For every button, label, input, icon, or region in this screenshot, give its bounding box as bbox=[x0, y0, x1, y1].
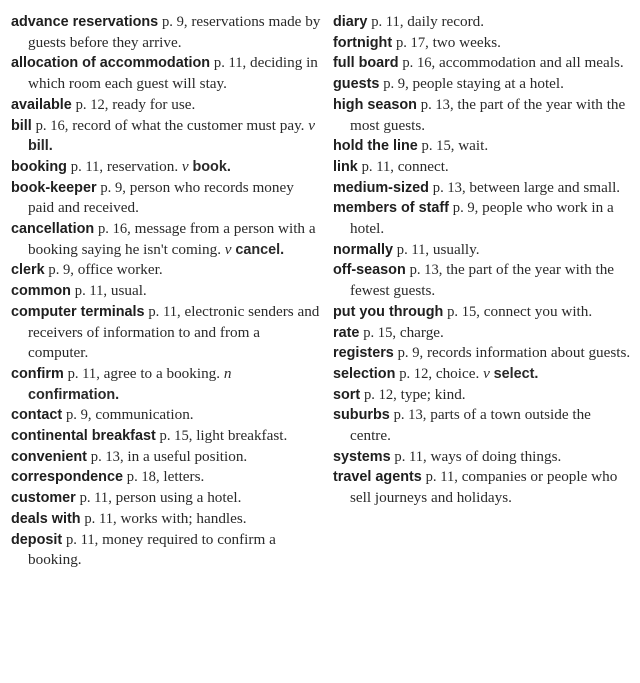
glossary-definition: letters. bbox=[163, 468, 205, 486]
glossary-term: put you through bbox=[333, 303, 444, 320]
glossary-term: diary bbox=[333, 14, 368, 30]
glossary-term: selection bbox=[333, 365, 396, 382]
glossary-definition: parts of a town outside the centre. bbox=[350, 406, 591, 445]
glossary-term: off-season bbox=[333, 262, 406, 279]
glossary-definition: in a useful position. bbox=[127, 447, 248, 465]
page-reference: p. 15, bbox=[421, 138, 455, 155]
glossary-entry bbox=[333, 95, 633, 136]
page-reference: p. 17, bbox=[395, 34, 429, 51]
glossary-definition: ways of doing things. bbox=[430, 447, 562, 465]
glossary-term: medium-sized bbox=[333, 179, 429, 196]
glossary-definition: companies or people who sell journeys and holidays. bbox=[350, 468, 618, 507]
page-reference: p. 9, bbox=[397, 345, 424, 362]
glossary-entry bbox=[11, 405, 323, 426]
page-reference: p. 9, bbox=[452, 200, 479, 217]
glossary-definition: record of what the customer must pay. bbox=[72, 116, 305, 134]
page-reference: p. 9, bbox=[383, 76, 409, 93]
glossary-column-right bbox=[333, 12, 633, 509]
glossary-entry bbox=[333, 447, 633, 468]
glossary-entry bbox=[333, 33, 633, 54]
page-reference: p. 13, bbox=[420, 96, 454, 113]
glossary-entry bbox=[11, 157, 323, 178]
glossary-entry bbox=[11, 467, 323, 488]
glossary-entry bbox=[333, 136, 633, 157]
related-form: bill. bbox=[28, 138, 53, 155]
page-reference: p. 11, bbox=[361, 158, 394, 175]
page-reference: p. 9, bbox=[48, 262, 74, 279]
glossary-term: correspondence bbox=[11, 469, 123, 486]
glossary-term: allocation of accommodation bbox=[11, 55, 211, 72]
glossary-term: registers bbox=[333, 345, 394, 362]
glossary-definition: usually. bbox=[432, 240, 480, 258]
glossary-term: contact bbox=[11, 407, 63, 424]
page-reference: p. 15, bbox=[363, 324, 397, 341]
glossary-entry bbox=[333, 53, 633, 74]
page-reference: p. 9, bbox=[65, 407, 92, 424]
glossary-entry bbox=[11, 530, 323, 571]
glossary-definition: works with; handles. bbox=[120, 509, 247, 527]
glossary-term: travel agents bbox=[333, 469, 422, 486]
glossary-term: full board bbox=[333, 55, 399, 72]
page-reference: p. 15, bbox=[447, 303, 480, 320]
glossary-definition: accommodation and all meals. bbox=[439, 54, 624, 72]
page-reference: p. 13, bbox=[432, 179, 466, 196]
page-reference: p. 11, bbox=[425, 469, 458, 486]
page-reference: p. 11, bbox=[65, 531, 99, 548]
part-of-speech: v bbox=[181, 157, 189, 175]
page-reference: p. 12, bbox=[363, 386, 397, 403]
glossary-term: confirm bbox=[11, 365, 64, 382]
glossary-definition: person using a hotel. bbox=[115, 489, 242, 507]
glossary-definition: reservations made by guests before they arrive. bbox=[28, 13, 321, 51]
glossary-entry bbox=[333, 364, 633, 385]
page-reference: p. 16, bbox=[97, 221, 131, 238]
related-form: cancel. bbox=[235, 241, 285, 258]
page-reference: p. 13, bbox=[90, 448, 124, 465]
page-reference: p. 16, bbox=[402, 55, 436, 72]
glossary-term: bill bbox=[11, 117, 32, 134]
page-reference: p. 11, bbox=[74, 283, 108, 300]
glossary-term: clerk bbox=[11, 262, 45, 279]
related-form: book. bbox=[192, 158, 231, 175]
glossary-column-left bbox=[11, 12, 323, 571]
glossary-term: hold the line bbox=[333, 138, 418, 155]
glossary-entry bbox=[11, 426, 323, 447]
glossary-definition: two weeks. bbox=[432, 33, 501, 51]
glossary-entry bbox=[11, 178, 323, 219]
glossary-definition: daily record. bbox=[407, 13, 485, 30]
glossary-entry bbox=[11, 219, 323, 260]
glossary-definition: the part of the year with the most guests. bbox=[350, 95, 626, 134]
glossary-term: normally bbox=[333, 241, 393, 258]
glossary-term: common bbox=[11, 283, 71, 300]
part-of-speech: v bbox=[224, 240, 232, 258]
glossary-definition: charge. bbox=[399, 323, 444, 341]
glossary-entry bbox=[333, 343, 633, 364]
glossary-entry bbox=[11, 116, 323, 157]
part-of-speech: v bbox=[483, 364, 490, 382]
glossary-definition: deciding in which room each guest will stay. bbox=[28, 54, 318, 93]
glossary-term: suburbs bbox=[333, 407, 390, 424]
glossary-term: sort bbox=[333, 386, 361, 403]
page-reference: p. 11, bbox=[70, 158, 104, 175]
glossary-definition: office worker. bbox=[77, 261, 163, 279]
page-reference: p. 9, bbox=[162, 14, 188, 30]
glossary-term: deals with bbox=[11, 510, 81, 527]
page-reference: p. 11, bbox=[84, 510, 117, 527]
glossary-entry bbox=[11, 447, 323, 468]
glossary-entry bbox=[333, 12, 633, 33]
glossary-entry bbox=[333, 198, 633, 239]
part-of-speech: v bbox=[308, 116, 316, 134]
glossary-entry bbox=[11, 364, 323, 405]
glossary-term: guests bbox=[333, 76, 380, 93]
glossary-term: available bbox=[11, 96, 72, 113]
glossary-definition: money required to confirm a booking. bbox=[28, 530, 276, 569]
page-reference: p. 11, bbox=[371, 14, 404, 30]
glossary-definition: light breakfast. bbox=[196, 427, 288, 445]
glossary-term: booking bbox=[11, 158, 67, 175]
glossary-term: deposit bbox=[11, 531, 63, 548]
glossary-definition: usual. bbox=[110, 282, 147, 300]
glossary-entry bbox=[333, 467, 633, 508]
page-reference: p. 18, bbox=[126, 469, 160, 486]
page-reference: p. 13, bbox=[409, 262, 443, 279]
glossary-entry bbox=[333, 240, 633, 261]
page-reference: p. 9, bbox=[100, 179, 126, 196]
page-reference: p. 15, bbox=[159, 428, 193, 445]
glossary-definition: connect you with. bbox=[483, 302, 593, 320]
glossary-term: advance reservations bbox=[11, 14, 159, 30]
glossary-entry bbox=[333, 178, 633, 199]
part-of-speech: n bbox=[223, 364, 232, 382]
glossary-entry bbox=[11, 53, 323, 94]
glossary-definition: choice. bbox=[435, 364, 480, 382]
glossary-term: high season bbox=[333, 96, 417, 113]
glossary-term: convenient bbox=[11, 448, 87, 465]
glossary-entry bbox=[11, 260, 323, 281]
page-reference: p. 13, bbox=[393, 407, 427, 424]
glossary-definition: people who work in a hotel. bbox=[350, 199, 614, 238]
glossary-definition: records information about guests. bbox=[426, 344, 631, 362]
glossary-definition: person who records money paid and received. bbox=[28, 178, 294, 217]
glossary-definition: agree to a booking. bbox=[103, 364, 221, 382]
glossary-definition: reservation. bbox=[106, 157, 179, 175]
glossary-term: fortnight bbox=[333, 34, 393, 51]
glossary-entry bbox=[333, 74, 633, 95]
glossary-definition: message from a person with a booking saying he isn't coming. bbox=[28, 220, 316, 258]
glossary-entry bbox=[11, 302, 323, 364]
glossary-term: customer bbox=[11, 490, 76, 507]
glossary-term: book-keeper bbox=[11, 179, 97, 196]
glossary-term: rate bbox=[333, 324, 360, 341]
glossary-definition: between large and small. bbox=[469, 178, 621, 196]
page-reference: p. 16, bbox=[35, 117, 69, 134]
glossary-term: members of staff bbox=[333, 200, 449, 217]
glossary-entry bbox=[11, 509, 323, 530]
glossary-definition: ready for use. bbox=[112, 95, 196, 113]
glossary-definition: people staying at a hotel. bbox=[412, 75, 564, 93]
glossary-term: computer terminals bbox=[11, 303, 145, 320]
glossary-term: systems bbox=[333, 448, 391, 465]
related-form: confirmation. bbox=[28, 386, 120, 403]
page-reference: p. 12, bbox=[75, 96, 109, 113]
glossary-definition: connect. bbox=[397, 157, 449, 175]
glossary-entry bbox=[11, 488, 323, 509]
related-form: select. bbox=[493, 365, 539, 382]
glossary-entry bbox=[11, 95, 323, 116]
glossary-entry bbox=[333, 260, 633, 301]
glossary-entry bbox=[333, 302, 633, 323]
page-reference: p. 11, bbox=[213, 55, 247, 72]
glossary-term: link bbox=[333, 158, 358, 175]
glossary-entry bbox=[11, 12, 323, 53]
glossary-definition: the part of the year with the fewest guests. bbox=[350, 261, 615, 300]
glossary-definition: type; kind. bbox=[400, 385, 466, 403]
page-reference: p. 11, bbox=[79, 490, 112, 507]
page-reference: p. 11, bbox=[67, 365, 100, 382]
page-reference: p. 11, bbox=[148, 303, 181, 320]
glossary-definition: electronic senders and receivers of information to and from a computer. bbox=[28, 302, 320, 362]
glossary-definition: communication. bbox=[95, 406, 194, 424]
glossary-entry bbox=[333, 385, 633, 406]
page-reference: p. 11, bbox=[396, 241, 430, 258]
glossary-entry bbox=[333, 157, 633, 178]
glossary-term: cancellation bbox=[11, 221, 95, 238]
glossary-entry bbox=[333, 323, 633, 344]
glossary-entry bbox=[11, 281, 323, 302]
glossary-definition: wait. bbox=[458, 137, 489, 155]
glossary-term: continental breakfast bbox=[11, 428, 156, 445]
page-reference: p. 11, bbox=[394, 448, 427, 465]
page-reference: p. 12, bbox=[399, 365, 433, 382]
glossary-entry bbox=[333, 405, 633, 446]
